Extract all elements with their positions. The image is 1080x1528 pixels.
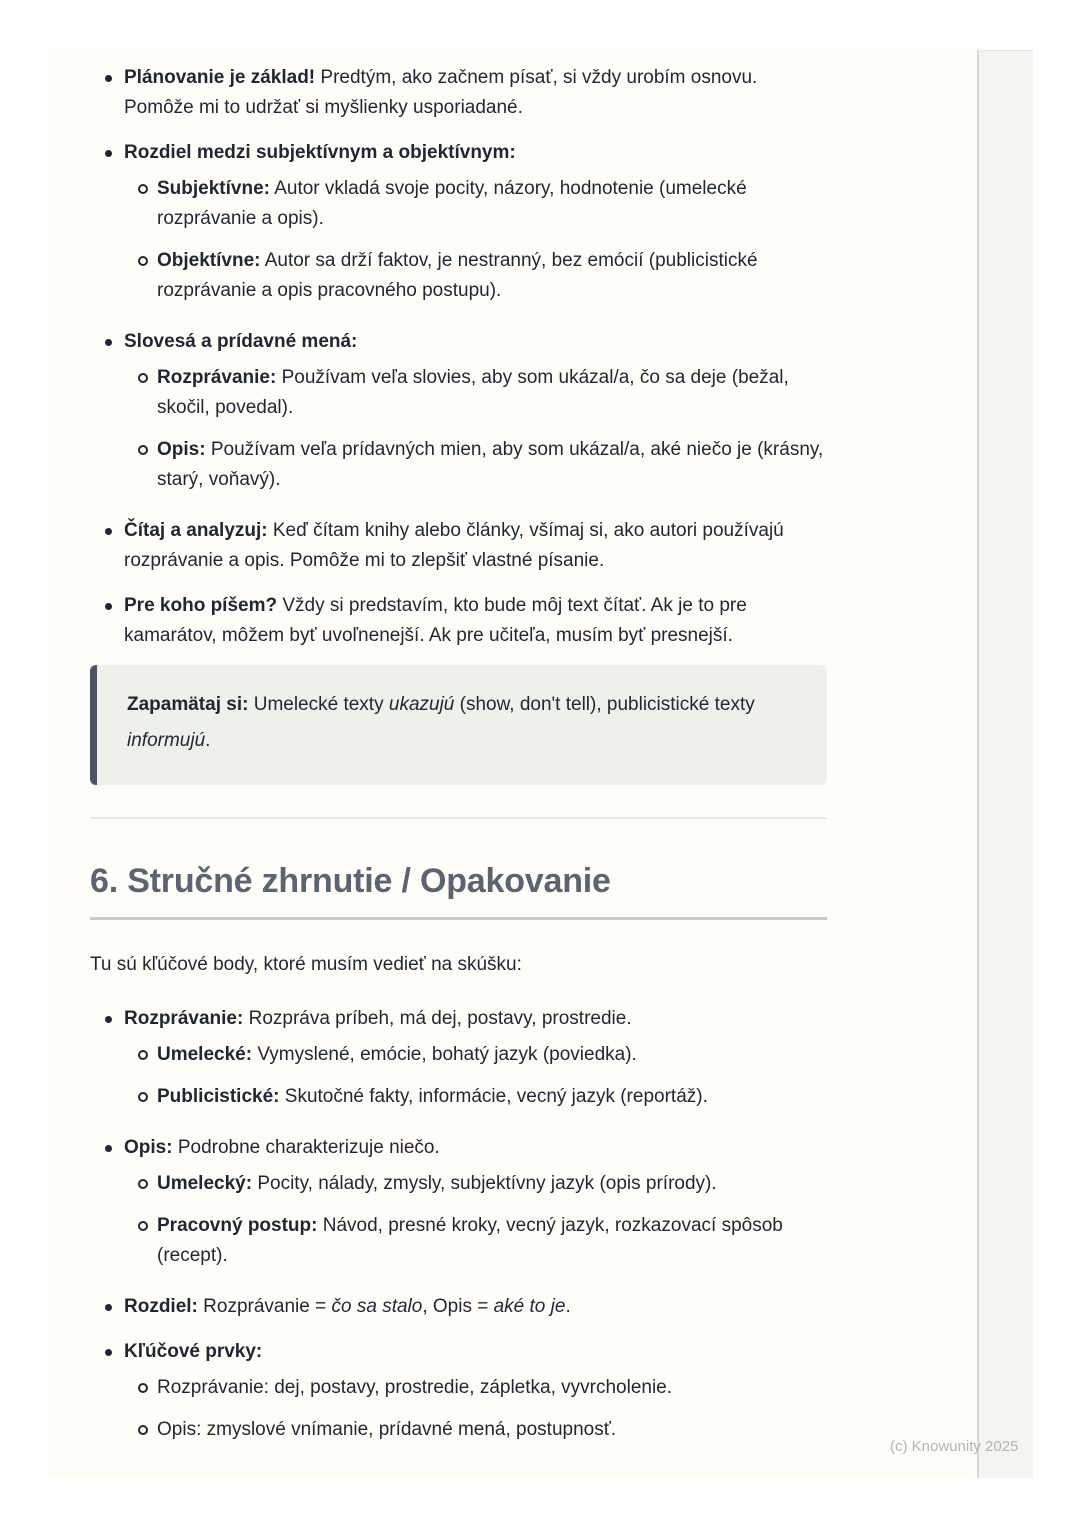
list-item [90, 138, 827, 168]
list-item-text [157, 1082, 827, 1112]
text-run: Skutočné fakty, informácie, vecný jazyk (reportáž). [279, 1086, 708, 1107]
next-page-edge [977, 50, 1033, 1478]
list-item-text [157, 1040, 827, 1070]
italic-text-run: ukazujú [388, 694, 455, 715]
text-run: Opis: zmyslové vnímanie, prídavné mená, postupnosť. [157, 1419, 617, 1440]
section-heading: 6. Stručné zhrnutie / Opakovanie [90, 862, 611, 900]
watermark: (c) Knowunity 2025 [890, 1438, 1019, 1455]
ring-glyph [138, 373, 148, 383]
list-item [90, 63, 827, 123]
bold-text-run: Zapamätaj si: [127, 694, 249, 715]
bullet-circle-icon [90, 1211, 157, 1231]
italic-text-run: informujú [127, 730, 206, 751]
bullet-dot-icon [90, 138, 124, 157]
bullet-dot-icon [90, 1004, 124, 1023]
bullet-dot-icon [90, 1337, 124, 1356]
bold-text-run: Pracovný postup: [157, 1215, 318, 1236]
list-item-text [124, 63, 827, 123]
bullet-circle-icon [90, 1169, 157, 1189]
list-item-text [124, 1292, 827, 1322]
bold-text-run: Rozdiel: [124, 1296, 198, 1317]
bullet-dot-icon [90, 591, 124, 610]
list-item-text [157, 246, 827, 306]
text-run: Rozprávanie = [197, 1296, 332, 1317]
heading-underline-rule [90, 917, 827, 920]
sub-list-item [90, 1373, 827, 1403]
bold-text-run: Čítaj a analyzuj: [124, 520, 268, 541]
list-item-text [157, 435, 827, 495]
list-item [90, 1292, 827, 1322]
list-item [90, 516, 827, 576]
bold-text-run: Opis: [157, 439, 206, 460]
summary-bullet-list [90, 1004, 827, 1445]
dot-glyph [105, 1016, 112, 1023]
text-run: Keď čítam knihy alebo články, všímaj si, ako autori používajú rozprávanie a opis. Pomôže mi to zlepšiť vlastné písanie. [124, 520, 784, 571]
text-run: Vymyslené, emócie, bohatý jazyk (poviedka). [252, 1044, 637, 1065]
list-item-text [157, 1211, 827, 1271]
ring-glyph [138, 1221, 148, 1231]
dot-glyph [105, 603, 112, 610]
section-divider [90, 817, 827, 819]
bullet-circle-icon [90, 1415, 157, 1435]
list-item [90, 1337, 827, 1367]
italic-text-run: čo sa stalo [331, 1296, 423, 1317]
ring-glyph [138, 445, 148, 455]
text-run: Umelecké texty [248, 694, 389, 715]
text-run: Návod, presné kroky, vecný jazyk, rozkazovací spôsob (recept). [157, 1215, 783, 1266]
italic-text-run: aké to je [493, 1296, 566, 1317]
bold-text-run: Objektívne: [157, 250, 261, 271]
bold-text-run: Opis: [124, 1137, 173, 1158]
sub-list-item [90, 435, 827, 495]
page-content [90, 48, 827, 1445]
ring-glyph [138, 1179, 148, 1189]
dot-glyph [105, 75, 112, 82]
dot-glyph [105, 339, 112, 346]
list-item-text [124, 591, 827, 651]
bullet-circle-icon [90, 363, 157, 383]
bold-text-run: Rozprávanie: [124, 1008, 244, 1029]
sub-list-item [90, 246, 827, 306]
bold-text-run: Publicistické: [157, 1086, 280, 1107]
bold-text-run: Subjektívne: [157, 178, 270, 199]
sub-list-item [90, 1040, 827, 1070]
bullet-dot-icon [90, 327, 124, 346]
bold-text-run: Umelecký: [157, 1173, 253, 1194]
list-item-text [157, 363, 827, 423]
bold-text-run: Umelecké: [157, 1044, 253, 1065]
sub-list-item [90, 1211, 827, 1271]
list-item-text [124, 1004, 827, 1034]
ring-glyph [138, 1050, 148, 1060]
text-run: Autor vkladá svoje pocity, názory, hodnotenie (umelecké rozprávanie a opis). [157, 178, 747, 229]
list-item-text [124, 1133, 827, 1163]
ring-glyph [138, 1383, 148, 1393]
bold-text-run: Rozdiel medzi subjektívnym a objektívnym: [124, 142, 516, 163]
bold-text-run: Slovesá a prídavné mená: [124, 331, 358, 352]
callout-box [90, 665, 827, 785]
text-run: Rozprávanie: dej, postavy, prostredie, zápletka, vyvrcholenie. [157, 1377, 673, 1398]
text-run: Autor sa drží faktov, je nestranný, bez emócií (publicistické rozprávanie a opis pracovného postupu). [157, 250, 758, 301]
text-run: Pocity, nálady, zmysly, subjektívny jazyk (opis prírody). [252, 1173, 717, 1194]
text-run: Vždy si predstavím, kto bude môj text čítať. Ak je to pre kamarátov, môžem byť uvoľnenejší. Ak pre učiteľa, musím byť presnejší. [124, 595, 747, 646]
bold-text-run: Pre koho píšem? [124, 595, 278, 616]
notes-bullet-list [90, 63, 827, 651]
list-item-text [157, 174, 827, 234]
text-run: Podrobne charakterizuje niečo. [172, 1137, 440, 1158]
list-item-text [157, 1415, 827, 1445]
text-run: . [205, 730, 211, 751]
bullet-circle-icon [90, 435, 157, 455]
bold-text-run: Plánovanie je základ! [124, 67, 316, 88]
ring-glyph [138, 256, 148, 266]
text-run: . [565, 1296, 571, 1317]
text-run: , Opis = [422, 1296, 494, 1317]
text-run: Predtým, ako začnem písať, si vždy urobím osnovu. Pomôže mi to udržať si myšlienky usporiadané. [124, 67, 758, 118]
dot-glyph [105, 528, 112, 535]
dot-glyph [105, 1304, 112, 1311]
bullet-dot-icon [90, 516, 124, 535]
text-run: Rozpráva príbeh, má dej, postavy, prostredie. [243, 1008, 632, 1029]
dot-glyph [105, 1349, 112, 1356]
bullet-circle-icon [90, 1040, 157, 1060]
list-item-text [124, 327, 827, 357]
text-run: (show, don't tell), publicistické texty [454, 694, 755, 715]
bullet-circle-icon [90, 174, 157, 194]
list-item-text [124, 1337, 827, 1367]
ring-glyph [138, 1425, 148, 1435]
list-item [90, 1004, 827, 1034]
list-item-text [124, 516, 827, 576]
ring-glyph [138, 1092, 148, 1102]
list-item [90, 591, 827, 651]
sub-list-item [90, 1082, 827, 1112]
ring-glyph [138, 184, 148, 194]
text-run: Používam veľa prídavných mien, aby som ukázal/a, aké niečo je (krásny, starý, voňavý). [157, 439, 824, 490]
text-run: Používam veľa slovies, aby som ukázal/a, čo sa deje (bežal, skočil, povedal). [157, 367, 789, 418]
dot-glyph [105, 1145, 112, 1152]
bold-text-run: Rozprávanie: [157, 367, 277, 388]
list-item-text [157, 1169, 827, 1199]
bold-text-run: Kľúčové prvky: [124, 1341, 263, 1362]
sub-list-item [90, 1169, 827, 1199]
sub-list-item [90, 174, 827, 234]
document-page [47, 48, 975, 1477]
sub-list-item [90, 363, 827, 423]
list-item [90, 327, 827, 357]
list-item-text [157, 1373, 827, 1403]
bullet-dot-icon [90, 1292, 124, 1311]
bullet-dot-icon [90, 63, 124, 82]
list-item-text [124, 138, 827, 168]
section-intro-text: Tu sú kľúčové body, ktoré musím vedieť na skúšku: [90, 954, 522, 975]
list-item [90, 1133, 827, 1163]
dot-glyph [105, 150, 112, 157]
bullet-dot-icon [90, 1133, 124, 1152]
sub-list-item [90, 1415, 827, 1445]
bullet-circle-icon [90, 1373, 157, 1393]
bullet-circle-icon [90, 1082, 157, 1102]
bullet-circle-icon [90, 246, 157, 266]
